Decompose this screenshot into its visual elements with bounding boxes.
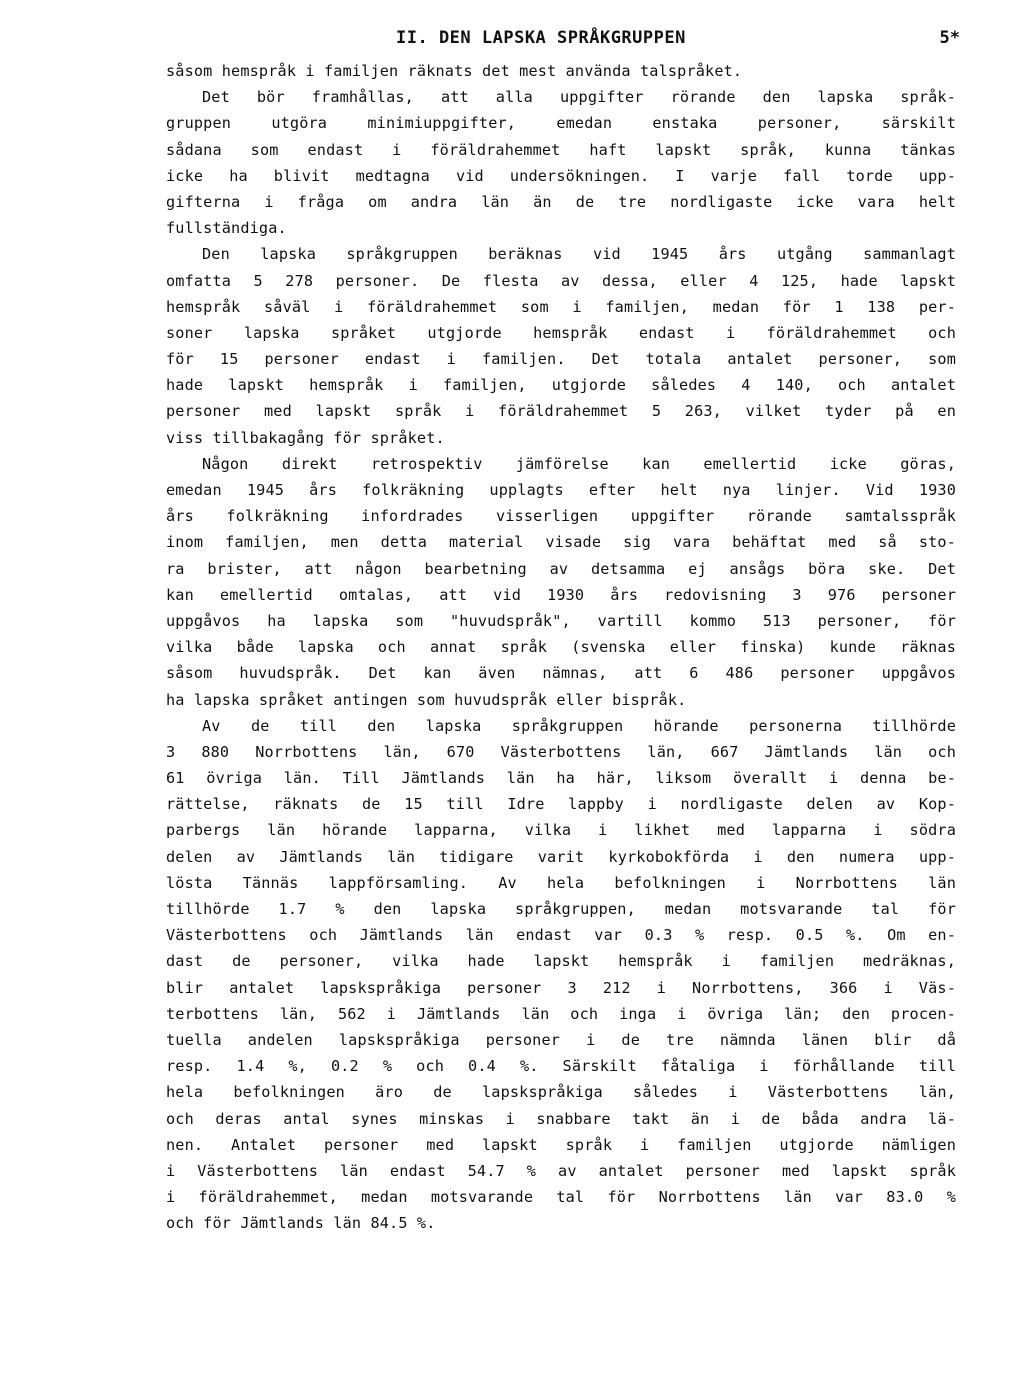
text-line: soner lapska språket utgjorde hemspråk endast i föräldrahemmet och	[166, 323, 956, 342]
text-line: dast de personer, vilka hade lapskt hemspråk i familjen medräknas,	[166, 952, 956, 971]
text-line: icke ha blivit medtagna vid undersökningen. I varje fall torde upp-	[166, 166, 956, 185]
text-line: och deras antal synes minskas i snabbare takt än i de båda andra lä-	[166, 1109, 956, 1128]
text-line: lösta Tännäs lappförsamling. Av hela befolkningen i Norrbottens län	[166, 873, 956, 892]
text-line: såsom hemspråk i familjen räknats det mest använda talspråket.	[166, 62, 743, 80]
text-line: hade lapskt hemspråk i familjen, utgjorde således 4 140, och antalet	[166, 376, 956, 395]
text-line: hemspråk såväl i föräldrahemmet som i familjen, medan för 1 138 per-	[166, 297, 956, 316]
text-line: omfatta 5 278 personer. De flesta av dessa, eller 4 125, hade lapskt	[166, 271, 956, 290]
text-line: emedan 1945 års folkräkning upplagts efter helt nya linjer. Vid 1930	[166, 481, 956, 499]
body-text	[166, 58, 956, 1236]
text-line: års folkräkning infordrades visserligen uppgifter rörande samtalsspråk	[166, 507, 956, 526]
text-line: blir antalet lapskspråkiga personer 3 212 i Norrbottens, 366 i Väs-	[166, 978, 956, 997]
text-line: Västerbottens och Jämtlands län endast var 0.3 % resp. 0.5 %. Om en-	[166, 926, 956, 945]
text-line: delen av Jämtlands län tidigare varit kyrkobokförda i den numera upp-	[166, 847, 956, 866]
text-line: såsom huvudspråk. Det kan även nämnas, att 6 486 personer uppgåvos	[166, 664, 956, 683]
text-line: Av de till den lapska språkgruppen hörande personerna tillhörde	[202, 716, 956, 735]
text-line: 3 880 Norrbottens län, 670 Västerbottens län, 667 Jämtlands län och	[166, 742, 956, 761]
text-line: viss tillbakagång för språket.	[166, 428, 445, 447]
text-line: resp. 1.4 %, 0.2 % och 0.4 %. Särskilt fåtaliga i förhållande till	[166, 1057, 956, 1076]
text-line: terbottens län, 562 i Jämtlands län och inga i övriga län; den procen-	[166, 1004, 956, 1023]
text-line: hela befolkningen äro de lapskspråkiga således i Västerbottens län,	[166, 1083, 956, 1102]
text-line: i föräldrahemmet, medan motsvarande tal för Norrbottens län var 83.0 %	[166, 1188, 956, 1207]
text-line: inom familjen, men detta material visade sig vara behäftat med så sto-	[166, 533, 956, 552]
text-line: vilka både lapska och annat språk (svenska eller finska) kunde räknas	[166, 638, 956, 657]
text-line: ra brister, att någon bearbetning av detsamma ej ansågs böra ske. Det	[166, 559, 956, 578]
page-number: 5*	[939, 28, 960, 48]
text-line: 61 övriga län. Till Jämtlands län ha här, liksom överallt i denna be-	[166, 769, 956, 788]
running-title: II. DEN LAPSKA SPRÅKGRUPPEN	[396, 28, 686, 48]
text-line: för 15 personer endast i familjen. Det totala antalet personer, som	[166, 350, 956, 369]
text-line: tillhörde 1.7 % den lapska språkgruppen, medan motsvarande tal för	[166, 900, 956, 918]
text-line: fullständiga.	[166, 219, 287, 238]
text-line: Det bör framhållas, att alla uppgifter rörande den lapska språk-	[202, 88, 956, 107]
text-line: uppgåvos ha lapska som "huvudspråk", vartill kommo 513 personer, för	[166, 611, 956, 630]
text-line: kan emellertid omtalas, att vid 1930 års redovisning 3 976 personer	[166, 585, 956, 604]
text-line: gifterna i fråga om andra län än de tre nordligaste icke vara helt	[166, 192, 956, 211]
text-line: nen. Antalet personer med lapskt språk i familjen utgjorde nämligen	[166, 1135, 956, 1154]
text-line: tuella andelen lapskspråkiga personer i de tre nämnda länen blir då	[166, 1030, 956, 1049]
text-line: sådana som endast i föräldrahemmet haft lapskt språk, kunna tänkas	[166, 140, 956, 159]
text-line: Någon direkt retrospektiv jämförelse kan emellertid icke göras,	[202, 454, 956, 473]
text-line: rättelse, räknats de 15 till Idre lappby i nordligaste delen av Kop-	[166, 795, 956, 814]
text-line: gruppen utgöra minimiuppgifter, emedan enstaka personer, särskilt	[166, 114, 956, 133]
text-line: i Västerbottens län endast 54.7 % av antalet personer med lapskt språk	[166, 1161, 956, 1180]
text-line: ha lapska språket antingen som huvudspråk eller bispråk.	[166, 690, 687, 709]
text-line: personer med lapskt språk i föräldrahemmet 5 263, vilket tyder på en	[166, 402, 956, 421]
text-line: och för Jämtlands län 84.5 %.	[166, 1214, 436, 1233]
page-header	[166, 28, 960, 58]
text-line: parbergs län hörande lapparna, vilka i likhet med lapparna i södra	[166, 821, 956, 840]
text-line: Den lapska språkgruppen beräknas vid 1945 års utgång sammanlagt	[202, 245, 956, 264]
